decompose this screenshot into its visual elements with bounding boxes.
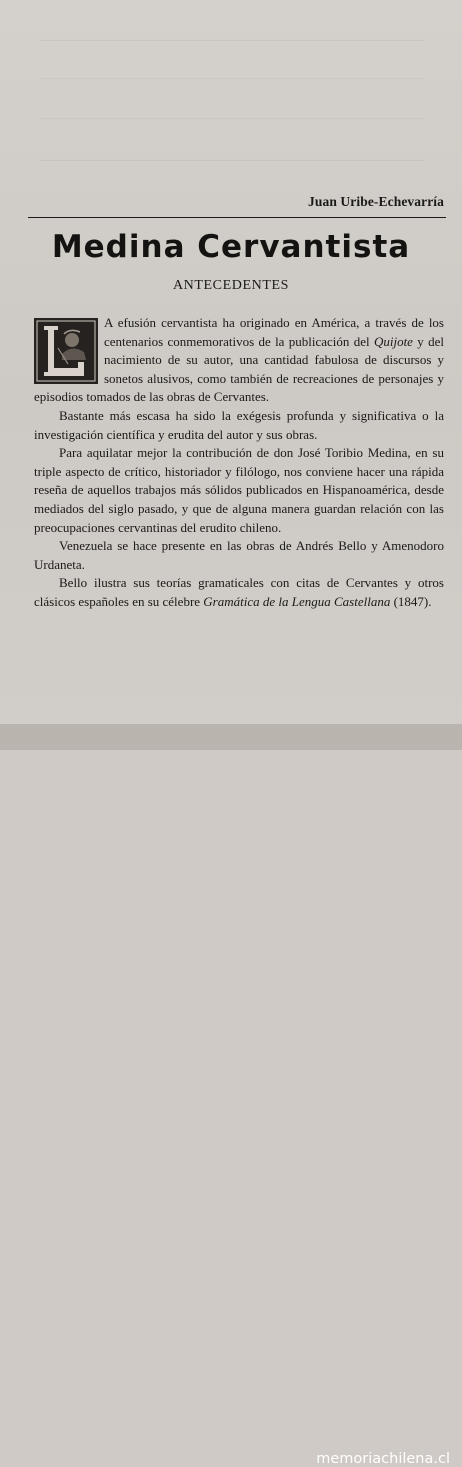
paragraph-text: A efusión cervantista ha originado en América, a través de los centenarios conmemorativos de la publicación del (104, 315, 444, 349)
site-watermark[interactable]: memoriachilena.cl (316, 1451, 450, 1467)
paragraph (34, 537, 444, 574)
document-page (0, 0, 462, 724)
author-name: Juan Uribe-Echevarría (308, 194, 444, 209)
paragraph-text: (1847). (390, 593, 432, 609)
section-heading: ANTECEDENTES (172, 278, 290, 293)
bleed-through-line (40, 118, 425, 119)
paragraph-text: Bastante más escasa ha sido la exégesis profunda y significativa o la investigación científica y erudita del autor y sus obras. (34, 407, 444, 442)
body-text (34, 314, 444, 612)
paragraph (34, 444, 444, 537)
paragraph-text: Venezuela se hace presente en las obras de Andrés Bello y Amenodoro Urdaneta. (34, 538, 444, 572)
paragraph-text: Para aquilatar mejor la contribución de don José Toribio Medina, en su triple aspecto de crítico, historiador y filólogo, nos conviene hacer una rápida reseña de aquellos trabajos más sólidos publicados en Hispanoamérica, desde mediados del siglo pasado, y que de alguna manera guardan relación con las preocupaciones cervantinas del erudito chileno. (34, 445, 444, 535)
italic-title-text: Gramática de la Lengua Castellana (203, 593, 391, 609)
bleed-through-line (40, 40, 425, 41)
footer-bar (0, 724, 462, 1467)
italic-title-text: Quijote (373, 333, 413, 349)
author-rule (28, 217, 446, 218)
dropcap-letter-graphic (34, 318, 98, 384)
bleed-through-line (40, 160, 425, 161)
bleed-through-line (40, 78, 425, 79)
paragraph-text: y del nacimiento de su autor, una cantidad fabulosa de discursos y sonetos alusivos, como también de recreaciones de personajes y episodios tomados de las obras de Cervantes. (34, 333, 444, 405)
paragraph (34, 407, 444, 444)
paragraph-text: Bello ilustra sus teorías gramaticales con citas de Cervantes y otros clásicos españoles en su célebre (34, 575, 444, 609)
dropcap-illustration (34, 318, 98, 384)
article-title: Medina Cervantista (51, 229, 411, 265)
paragraph (34, 574, 444, 611)
